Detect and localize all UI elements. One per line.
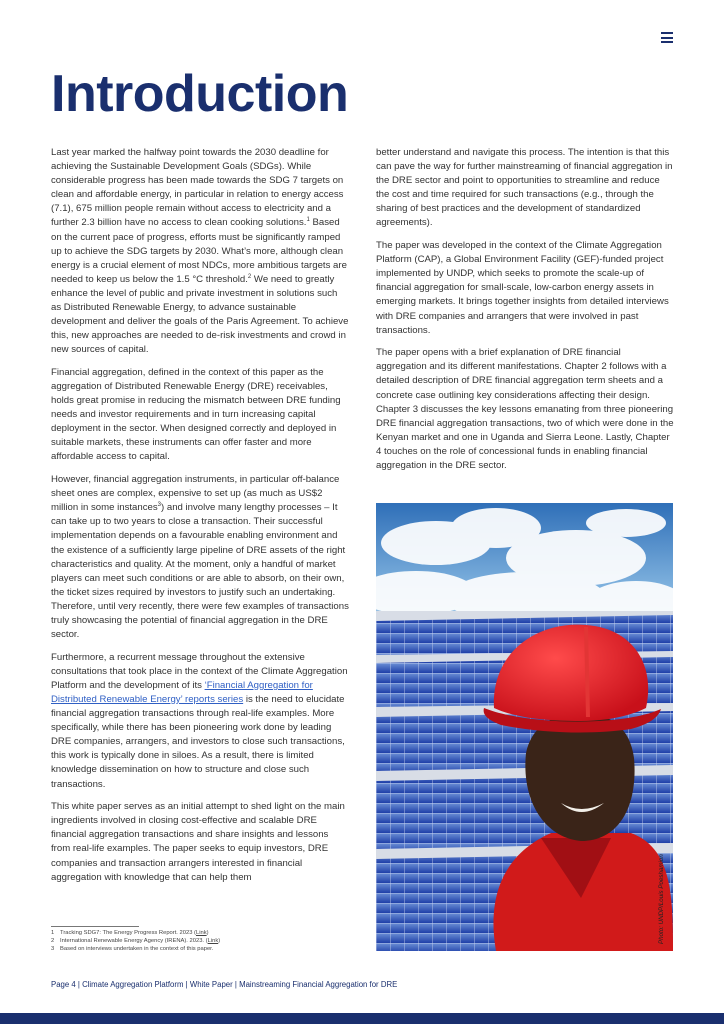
- footnote: 3 Based on interviews undertaken in the context of this paper.: [51, 946, 214, 952]
- footnote: 2 International Renewable Energy Agency (IRENA). 2023. (Link): [51, 938, 221, 944]
- footnote-ref: 1: [306, 217, 310, 224]
- footnote-divider: [51, 926, 139, 927]
- paragraph: However, financial aggregation instruments, in particular off-balance sheet ones are complex, expensive to set up (as much as US$2 million in some instances$^3$) and involve many lengthy processes – It can take up to two years to close a transaction. Their successful implementation depends on a favourable enabling environment and the existence of a sufficiently large pipeline of DRE assets of the right characteristics and quality. At the moment, only a handful of market players can meet such conditions or are able to absorb, on their own, the ticket sizes required by investors to justify such an undertaking. Therefore, until very recently, there were few examples of transactions truly showcasing the potential of financial aggregation in the DRE sector.: [51, 474, 349, 641]
- footnote-link[interactable]: Link: [207, 938, 219, 944]
- paragraph: The paper was developed in the context of the Climate Aggregation Platform (CAP), a Global Environment Facility (GEF)-funded project implemented by UNDP, which seeks to promote the scale-up of financial aggregation for small-scale, low-carbon energy assets in emerging markets. It brings together insights from detailed interviews with DRE companies and arrangers that were involved in past transactions.: [376, 240, 669, 336]
- photo-credit: Photo: UNDP/Louis Poeshamion: [658, 854, 665, 944]
- hamburger-menu-icon[interactable]: [661, 32, 673, 43]
- right-column: [376, 146, 674, 482]
- footnote: 1 Tracking SDG7: The Energy Progress Report. 2023 (Link): [51, 930, 209, 936]
- paragraph: The paper opens with a brief explanation of DRE financial aggregation and its different manifestations. Chapter 2 follows with a detailed description of DRE financial aggregation term sheets and a concrete case outlining key considerations affecting their design. Chapter 3 discusses the key lessons emanating from three pioneering DRE financial aggregation transactions, two of which were done in the Kenyan market and one in Uganda and Sierra Leone. Lastly, Chapter 4 touches on the role of concessional funds in enabling financial aggregation in the DRE sector.: [376, 347, 674, 471]
- page-footer: Page 4 | Climate Aggregation Platform | White Paper | Mainstreaming Financial Aggregation for DRE: [51, 980, 398, 989]
- report-series-link[interactable]: ‘Financial Aggregation for Distributed Renewable Energy’ reports series: [51, 679, 313, 705]
- page-title: Introduction: [51, 65, 349, 123]
- paragraph: better understand and navigate this process. The intention is that this can pave the way for further mainstreaming of financial aggregation in the DRE sector and point to opportunities to streamline and reduce the cost and time required for such transactions (e.g., through the sharing of best practices and the development of standardized agreements).: [376, 147, 673, 229]
- footnote-ref: 2: [247, 273, 252, 280]
- paragraph: Last year marked the halfway point towards the 2030 deadline for achieving the Sustainable Development Goals (SDGs). While considerable progress has been made towards the SDG 7 targets on clean and affordable energy, in particular in relation to energy access (7.1), 675 million people remain without access to electricity and a further 2.3 billion have no access to clean cooking solutions.$^1$ Based on the current pace of progress, efforts must be significantly ramped up to achieve the SDG targets by 2030. What’s more, although clean energy is a crucial element of most NDCs, more ambitious targets are needed to keep us below the 1.5 °C threshold.$^2$ We need to greatly enhance the level of public and private investment in solutions such as Distributed Renewable Energy, to advance sustainable development and deliver the goals of the Paris Agreement. To achieve this, new approaches are needed to de-risk investments and crowd in new sources of capital.: [51, 147, 349, 356]
- footnotes: [51, 929, 220, 953]
- left-column: [51, 146, 349, 893]
- paragraph: This white paper serves as an initial attempt to shed light on the main ingredients involved in closing cost-effective and scalable DRE financial aggregation transactions and share insights and lessons from real-life examples. The paper seeks to equip investors, DRE companies and transaction arrangers interested in financial aggregation with knowledge that can help them: [51, 801, 345, 883]
- paragraph: Financial aggregation, defined in the context of this paper as the aggregation of Distributed Renewable Energy (DRE) receivables, holds great promise in reducing the mismatch between DRE funding needs and investor requirements and in turn increasing capital deployment in the sector. When designed correctly and deployed in suitable markets, these instruments can offer faster and more affordable access to capital.: [51, 366, 341, 463]
- worker-solar-panels-photo: [376, 503, 673, 951]
- bottom-bar: [0, 1013, 724, 1024]
- footnote-link[interactable]: Link: [195, 930, 207, 936]
- footnote-ref: 3: [157, 502, 161, 509]
- paragraph: Furthermore, a recurrent message throughout the extensive consultations that took place in the context of the Climate Aggregation Platform and the development of its ‘Financial Aggregation for Distributed Renewable Energy’ reports series is the need to elucidate financial aggregation transactions through real-life examples. More specifically, while there has been pioneering work done by leading DRE companies, arrangers, and investors to close such transactions, this work is typically done in siloes. As a result, there is limited knowledge dissemination on how to structure and close such transactions.: [51, 651, 348, 790]
